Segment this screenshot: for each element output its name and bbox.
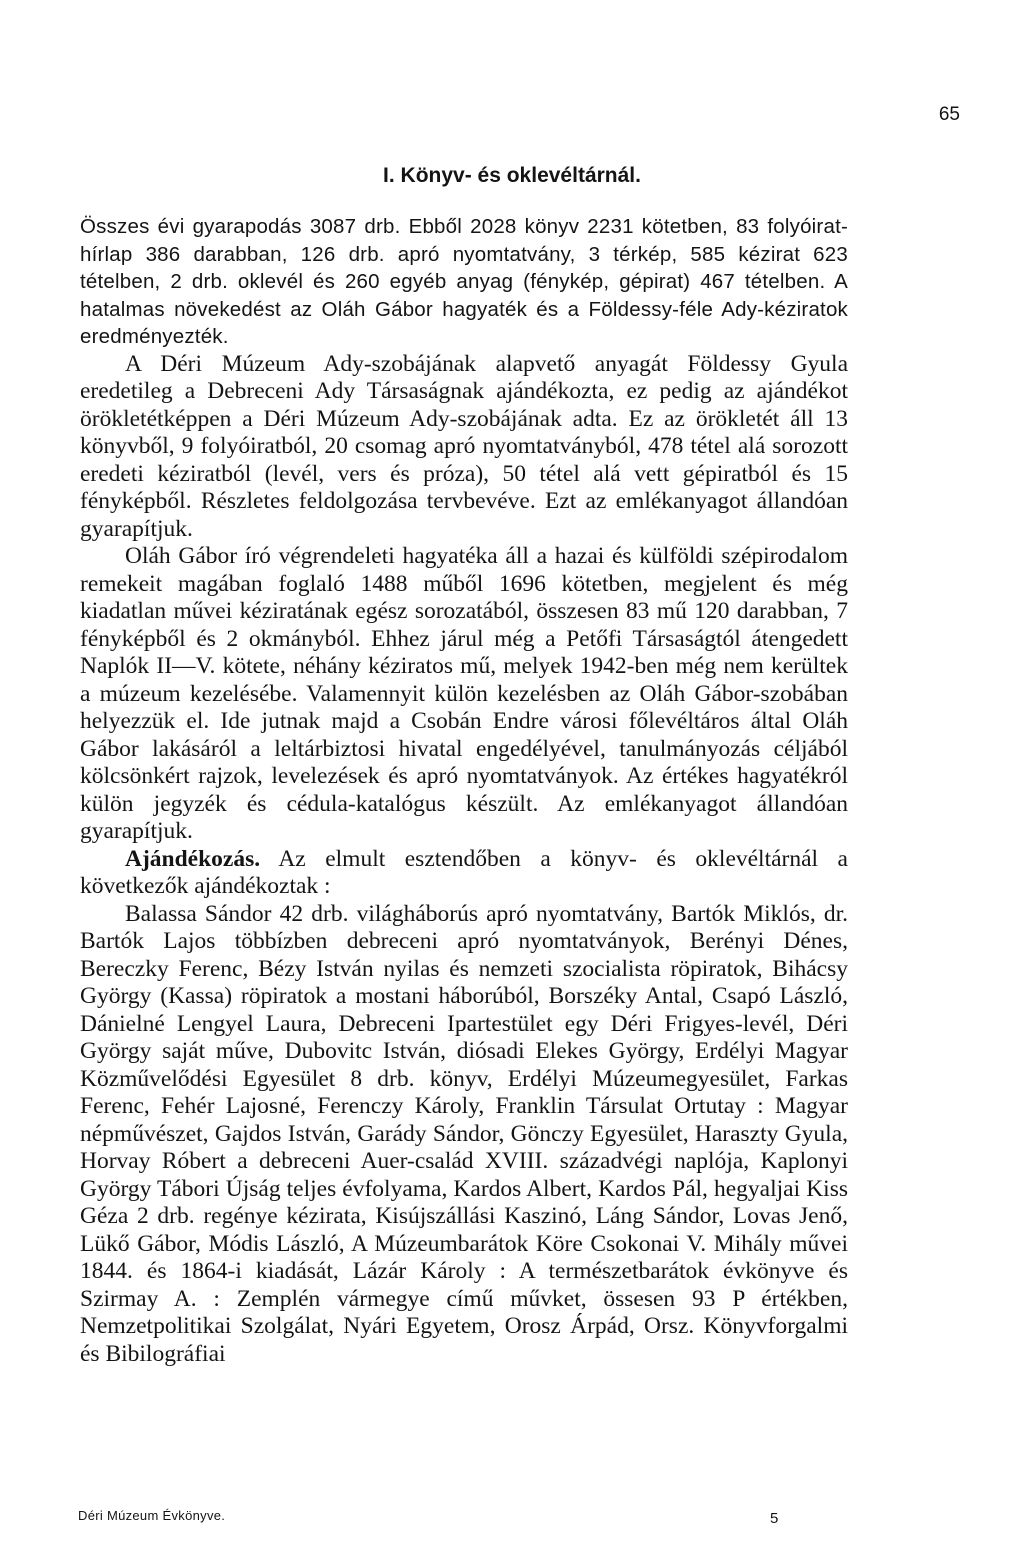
paragraph-annual-growth: Összes évi gyarapodás 3087 drb. Ebből 2028 könyv 2231 kötetben, 83 folyóirat-hírlap 386 darabban, 126 drb. apró nyomtatvány, 3 térkép, 585 kézirat 623 tételben, 2 drb. oklevél és 260 egyéb anyag (fénykép, gépirat) 467 tételben. A hatalmas növekedést az Oláh Gábor hagyaték és a Földessy-féle Ady-kéziratok eredményezték. [80,215,848,348]
donations-intro-text: Az elmult esztendőben a könyv- és oklevéltárnál a következők ajándékoztak : [80,845,848,899]
paragraph-ady-room: A Déri Múzeum Ady-szobájának alapvető anyagát Földessy Gyula eredetileg a Debreceni Ady Társaságnak ajándékozta, ez pedig az ajándékot örökletétképpen a Déri Múzeum Ady-szobájának adta. Ez az örökletét áll 13 könyvből, 9 folyóiratból, 20 csomag apró nyomtatványból, 478 tétel alá sorozott eredeti kéziratból (levél, vers és próza), 50 tétel alá vett gépiratból és 15 fényképből. Részletes feldolgozása tervbevéve. Ezt az emlékanyagot állandóan gyarapítjuk. [80,350,848,542]
donations-run-in-heading: Ajándékozás. [125,845,261,872]
footer-signature-mark: 5 [770,1510,779,1527]
paragraph-olah-gabor-bequest [80,543,848,846]
page-number: 65 [938,104,960,125]
paragraph-donations-intro [80,846,848,901]
paragraph-olah-gabor-text: Oláh Gábor író végrendeleti hagyatéka áll a hazai és külföldi szépirodalom remekeit magában foglaló 1488 műből 1696 kötetben, megjelent és még kiadatlan művei kéziratának egész sorozatából, összesen 83 mű 120 darabban, 7 fényképből és 2 okmányból. Ehhez járul még a Petőfi Társaságtól átengedett Naplók II—V. kötete, néhány kéziratos mű, melyek 1942-ben még nem kerültek a múzeum kezelésébe. Valamennyit külön kezelésben az Oláh Gábor-szobában helyezzük el. Ide jutnak majd a Csobán Endre városi főlevéltáros által Oláh Gábor lakásáról a leltárbiztosi hivatal engedélyével, tanulmányozás céljából kölcsönkért rajzok, levelezések és apró nyomtatványok. Az értékes hagyatékról külön jegyzék és cédula-katalógus készült. Az emlékanyagot állandóan gyarapítjuk. [80,543,848,844]
paragraph-donor-list: Balassa Sándor 42 drb. világháborús apró nyomtatvány, Bartók Miklós, dr. Bartók Lajos többízben debreceni apró nyomtatványok, Berényi Dénes, Bereczky Ferenc, Bézy István nyilas és nemzeti szocialista röpiratok, Bihácsy György (Kassa) röpiratok a mostani háborúból, Borszéky Antal, Csapó László, Dánielné Lengyel Laura, Debreceni Ipartestület egy Déri Frigyes-levél, Déri György saját műve, Dubovitc István, diósadi Elekes György, Erdélyi Magyar Közművelődési Egyesület 8 drb. könyv, Erdélyi Múzeumegyesület, Farkas Ferenc, Fehér Lajosné, Ferenczy Károly, Franklin Társulat Ortutay : Magyar népművészet, Gajdos István, Garády Sándor, Gönczy Egyesület, Haraszty Gyula, Horvay Róbert a debreceni Auer-család XVIII. századvégi naplója, Kaplonyi György Tábori Újság teljes évfolyama, Kardos Albert, Kardos Pál, hegyaljai Kiss Géza 2 drb. regénye kézirata, Kisújszállási Kaszinó, Láng Sándor, Lovas Jenő, Lükő Gábor, Módis László, A Múzeumbarátok Köre Csokonai V. Mihály művei 1844. és 1864-i kiadását, Lázár Károly : A természetbarátok évkönyve és Szirmay A. : Zemplén vármegye című művket, össesen 93 P értékben, Nemzetpolitikai Szolgálat, Nyári Egyetem, Orosz Árpád, Orsz. Könyvforgalmi és Bibilográfiai [80,900,848,1367]
section-heading: I. Könyv- és oklevéltárnál. [383,164,641,187]
footer-publication-title: Déri Múzeum Évkönyve. [78,1508,226,1523]
body-text [80,213,848,1368]
